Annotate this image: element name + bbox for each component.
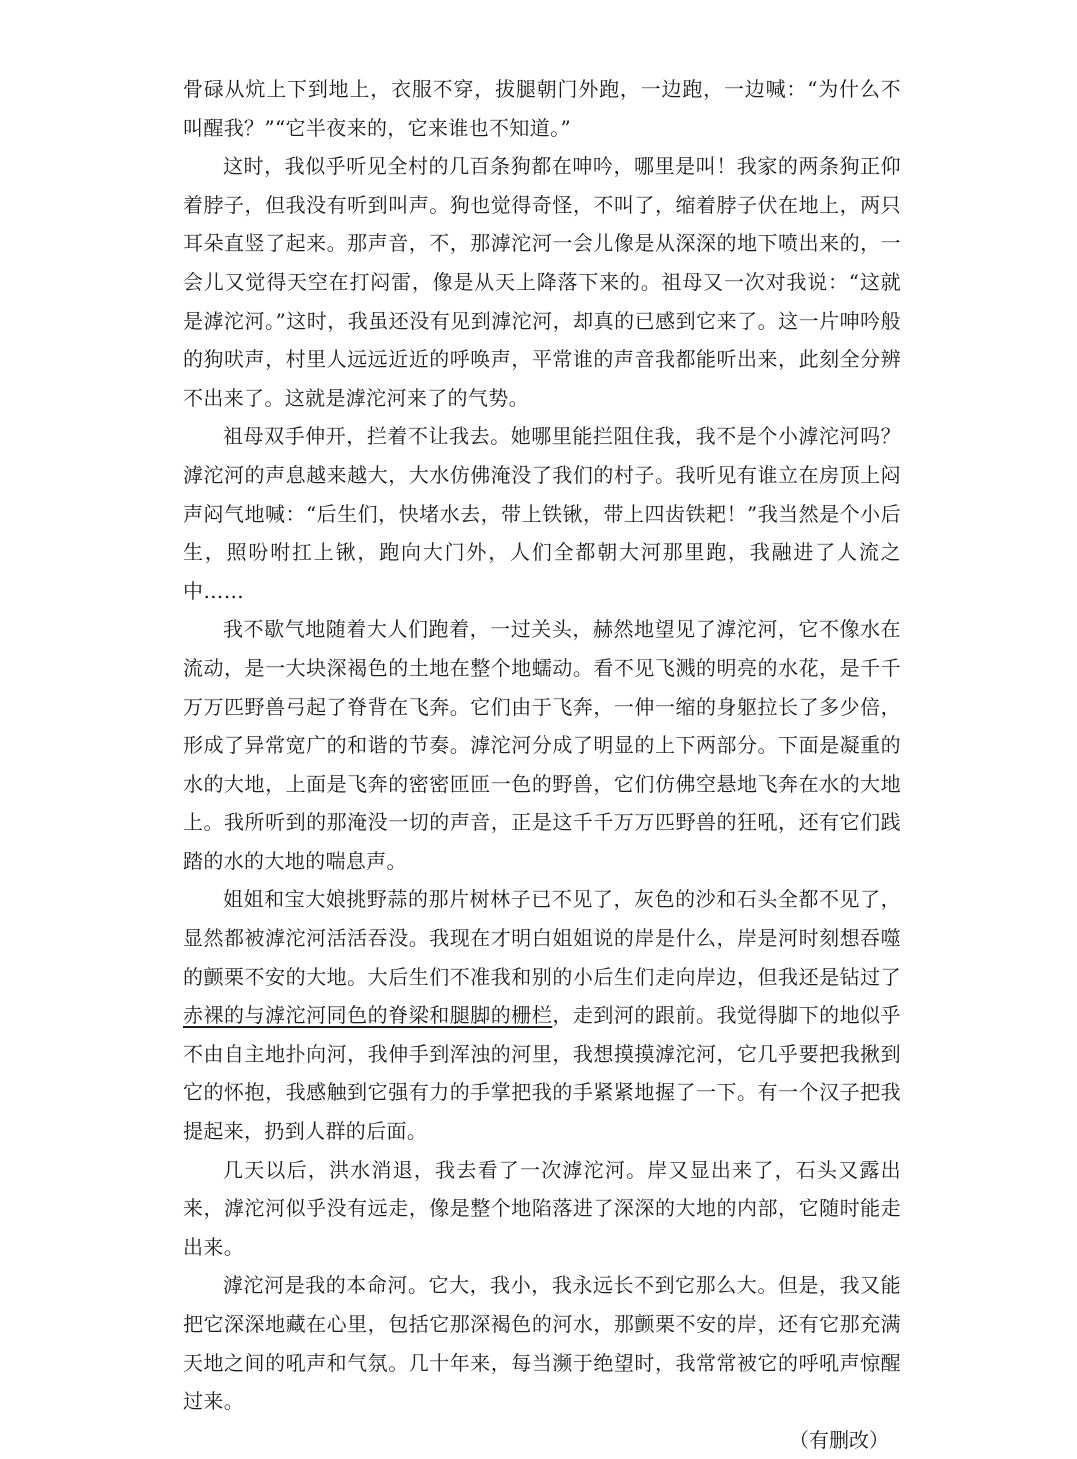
paragraph-1 [183,70,901,147]
paragraph-text: 几天以后，洪水消退，我去看了一次滹沱河。岸又显出来了，石头又露出来，滹沱河似乎没有远走，像是整个地陷落进了深深的大地的内部，它随时能走出来。 [183,1157,901,1259]
paragraph-5 [183,880,901,1150]
paragraph-text: 滹沱河是我的本命河。它大，我小，我永远长不到它那么大。但是，我又能把它深深地藏在心里，包括它那深褐色的河水，那颤栗不安的岸，还有它那充满天地之间的吼声和气氛。几十年来，每当濒于绝望时，我常常被它的呼吼声惊醒过来。 [183,1273,901,1414]
article-body [183,70,901,1459]
paragraph-text: 这时，我似乎听见全村的几百条狗都在呻吟，哪里是叫！我家的两条狗正仰着脖子，但我没有听到叫声。狗也觉得奇怪，不叫了，缩着脖子伏在地上，两只耳朵直竖了起来。那声音，不，那滹沱河一会儿像是从深深的地下喷出来的，一会儿又觉得天空在打闷雷，像是从天上降落下来的。祖母又一次对我说：“这就是滹沱河。”这时，我虽还没有见到滹沱河，却真的已感到它来了。这一片呻吟般的狗吠声，村里人远远近近的呼唤声，平常谁的声音我都能听出来，此刻全分辨不出来了。这就是滹沱河来了的气势。 [183,154,901,410]
underlined-phrase: 赤裸的与滹沱河同色的脊梁和腿脚的栅栏 [183,1003,553,1028]
paragraph-2 [183,147,901,417]
paragraph-text: 姐姐和宝大娘挑野蒜的那片树林子已不见了，灰色的沙和石头全都不见了，显然都被滹沱河活活吞没。我现在才明白姐姐说的岸是什么，岸是河时刻想吞噬的颤栗不安的大地。大后生们不准我和别的小后生们走向岸边，但我还是钻过了 [183,887,901,989]
paragraph-7 [183,1266,901,1420]
paragraph-text: 祖母双手伸开，拦着不让我去。她哪里能拦阻住我，我不是个小滹沱河吗？滹沱河的声息越来越大，大水仿佛淹没了我们的村子。我听见有谁立在房顶上闷声闷气地喊：“后生们，快堵水去，带上铁锹，带上四齿铁耙！”我当然是个小后生，照吩咐扛上锹，跑向大门外，人们全都朝大河那里跑，我融进了人流之中…… [183,424,901,603]
paragraph-text: 我不歇气地随着大人们跑着，一过关头，赫然地望见了滹沱河，它不像水在流动，是一大块深褐色的土地在整个地蠕动。看不见飞溅的明亮的水花，是千千万万匹野兽弓起了脊背在飞奔。它们由于飞奔，一伸一缩的身躯拉长了多少倍，形成了异常宽广的和谐的节奏。滹沱河分成了明显的上下两部分。下面是凝重的水的大地，上面是飞奔的密密匝匝一色的野兽，它们仿佛空悬地飞奔在水的大地上。我所听到的那淹没一切的声音，正是这千千万万匹野兽的狂吼，还有它们践踏的水的大地的喘息声。 [183,617,901,873]
paragraph-text: 骨碌从炕上下到地上，衣服不穿，拔腿朝门外跑，一边跑，一边喊：“为什么不叫醒我？”“它半夜来的，它来谁也不知道。” [183,77,901,140]
source-note: （有删改） [789,1427,889,1452]
paragraph-6 [183,1151,901,1267]
paragraph-text: ，走到河的跟前。我觉得脚下的地似乎不由自主地扑向河，我伸手到浑浊的河里，我想摸摸滹沱河，它几乎要把我揪到它的怀抱，我感触到它强有力的手掌把我的手紧紧地握了一下。有一个汉子把我提起来，扔到人群的后面。 [183,1003,901,1144]
paragraph-3 [183,417,901,610]
paragraph-4 [183,610,901,880]
